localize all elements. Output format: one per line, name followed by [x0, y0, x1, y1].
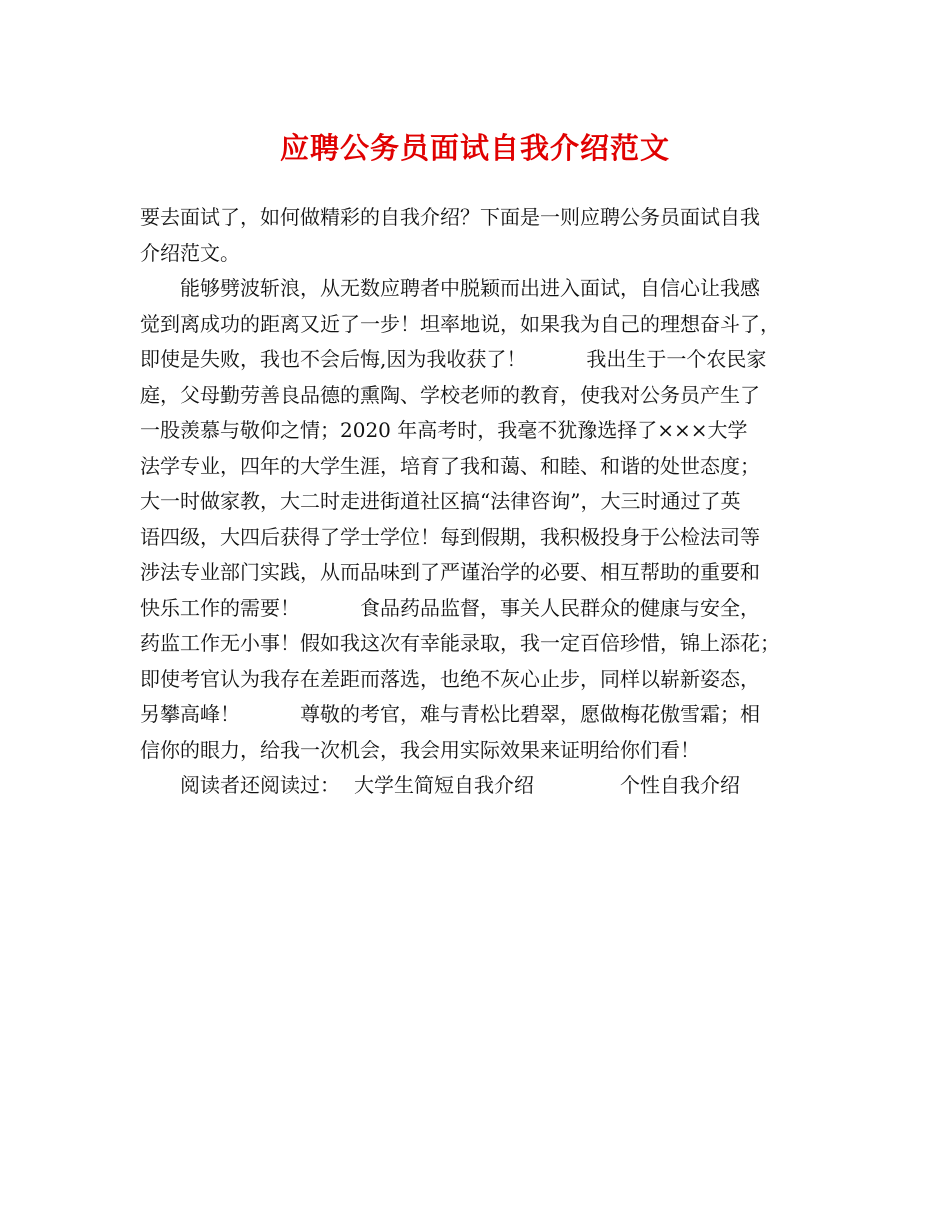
- body-line: 涉法专业部门实践，从而品味到了严谨治学的必要、相互帮助的重要和: [140, 560, 760, 584]
- body-line: 法学专业，四年的大学生涯，培育了我和蔼、和睦、和谐的处世态度；: [140, 453, 760, 478]
- body-line: 快乐工作的需要！ 食品药品监督，事关人民群众的健康与安全，: [140, 595, 760, 620]
- body-line: 语四级，大四后获得了学士学位！每到假期，我积极投身于公检法司等: [140, 524, 760, 549]
- further-reading: [140, 768, 820, 804]
- body-line: 信你的眼力，给我一次机会，我会用实际效果来证明给你们看！: [140, 737, 700, 762]
- body-line: 即使是失败，我也不会后悔,因为我收获了！ 我出生于一个农民家: [140, 347, 767, 371]
- further-reading-link-2[interactable]: 个性自我介绍: [620, 773, 740, 797]
- body-line: 庭，父母勤劳善良品德的熏陶、学校老师的教育，使我对公务员产生了: [140, 382, 760, 407]
- body-line: 一股羡慕与敬仰之情；2020 年高考时，我毫不犹豫选择了×××大学: [140, 418, 748, 442]
- further-reading-label: 阅读者还阅读过：: [140, 773, 340, 797]
- body-line: 介绍范文。: [140, 240, 240, 265]
- document-body: [140, 200, 820, 804]
- body-line: 要去面试了，如何做精彩的自我介绍？下面是一则应聘公务员面试自我: [140, 205, 760, 229]
- body-line: 另攀高峰！ 尊敬的考官，难与青松比碧翠，愿做梅花傲雪霜；相: [140, 702, 760, 726]
- body-line: 大一时做家教，大二时走进街道社区搞“法律咨询”，大三时通过了英: [140, 489, 741, 513]
- document-title: 应聘公务员面试自我介绍范文: [279, 131, 670, 165]
- body-line: 药监工作无小事！假如我这次有幸能录取，我一定百倍珍惜，锦上添花；: [140, 631, 780, 655]
- body-line: 即使考官认为我存在差距而落选，也绝不灰心止步，同样以崭新姿态，: [140, 666, 760, 691]
- further-reading-link-1[interactable]: 大学生简短自我介绍: [354, 773, 534, 797]
- body-line: 能够劈波斩浪，从无数应聘者中脱颖而出进入面试，自信心让我感: [140, 276, 760, 300]
- body-line: 觉到离成功的距离又近了一步！坦率地说，如果我为自己的理想奋斗了，: [140, 311, 780, 336]
